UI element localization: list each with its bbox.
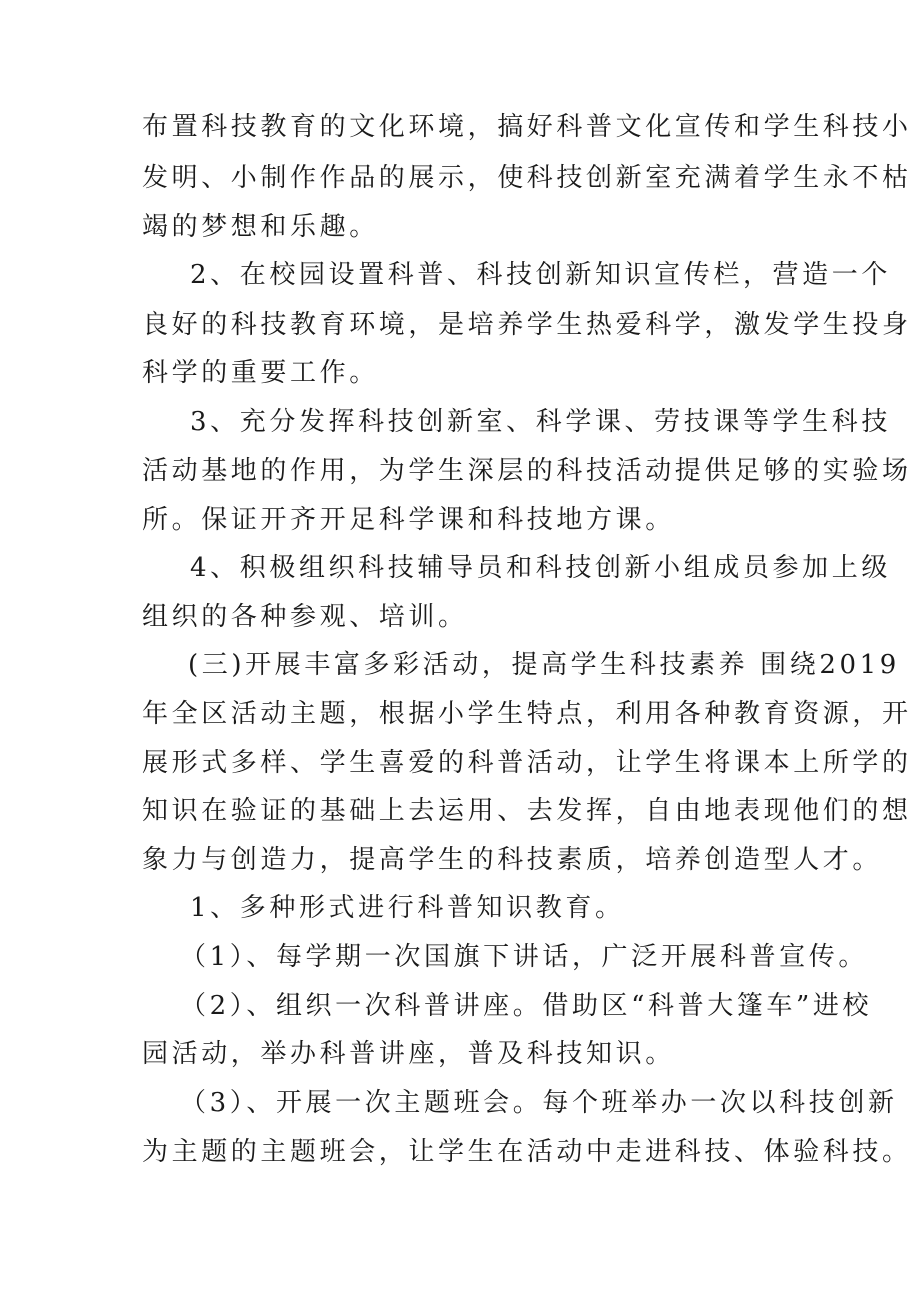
text-line: 良好的科技教育环境，是培养学生热爱科学，激发学生投身 xyxy=(142,310,912,340)
text-line: 园活动，举办科普讲座，普及科技知识。 xyxy=(142,1039,675,1069)
text-line: 竭的梦想和乐趣。 xyxy=(142,212,379,242)
text-line: 象力与创造力，提高学生的科技素质，培养创造型人才。 xyxy=(142,845,883,875)
text-line: 年全区活动主题，根据小学生特点，利用各种教育资源，开 xyxy=(142,699,912,729)
text-line: 3、充分发挥科技创新室、科学课、劳技课等学生科技 xyxy=(190,407,891,437)
text-line: （2）、组织一次科普讲座。借助区“科普大篷车”进校 xyxy=(180,991,873,1021)
text-line: 知识在验证的基础上去运用、去发挥，自由地表现他们的想 xyxy=(142,796,912,826)
text-line: 发明、小制作作品的展示，使科技创新室充满着学生永不枯 xyxy=(142,163,912,193)
text-line: 活动基地的作用，为学生深层的科技活动提供足够的实验场 xyxy=(142,456,912,486)
text-line: （3）、开展一次主题班会。每个班举办一次以科技创新 xyxy=(180,1088,898,1118)
text-line: 1、多种形式进行科普知识教育。 xyxy=(190,893,625,923)
text-line: 展形式多样、学生喜爱的科普活动，让学生将课本上所学的 xyxy=(142,748,912,778)
text-line: 组织的各种参观、培训。 xyxy=(142,602,468,632)
text-line: 4、积极组织科技辅导员和科技创新小组成员参加上级 xyxy=(190,553,891,583)
text-line: (三)开展丰富多彩活动，提高学生科技素养 围绕2019 xyxy=(188,650,900,680)
text-line: 布置科技教育的文化环境，搞好科普文化宣传和学生科技小 xyxy=(142,112,912,142)
text-line: 所。保证开齐开足科学课和科技地方课。 xyxy=(142,505,675,535)
text-line: （1）、每学期一次国旗下讲话，广泛开展科普宣传。 xyxy=(180,942,868,972)
text-line: 2、在校园设置科普、科技创新知识宣传栏，营造一个 xyxy=(190,260,891,290)
text-line: 为主题的主题班会，让学生在活动中走进科技、体验科技。 xyxy=(142,1137,912,1167)
text-line: 科学的重要工作。 xyxy=(142,358,379,388)
